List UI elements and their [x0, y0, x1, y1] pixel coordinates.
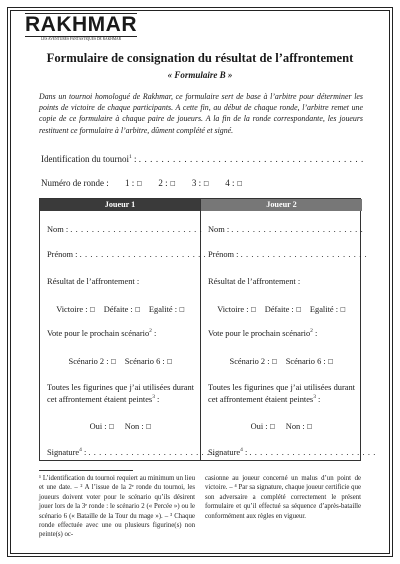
player-1-result-options	[40, 305, 201, 314]
player-2-painted-options	[201, 422, 362, 431]
player-2-header: Joueur 2	[201, 199, 362, 211]
player-1-column	[40, 199, 215, 460]
player-1-painted-statement	[47, 382, 194, 406]
scenario-2-label: Scénario 2 :	[68, 357, 109, 366]
prenom-dots: . . . . . . . . . . . . . . . . . . . . . . . .	[240, 250, 368, 259]
oui-label: Oui :	[89, 422, 107, 431]
form-label: « Formulaire B »	[167, 70, 233, 80]
vote-colon: :	[312, 329, 318, 338]
checkbox-icon: □	[134, 306, 141, 313]
checkbox-icon: □	[89, 306, 96, 313]
round-number-field	[41, 178, 242, 188]
checkbox-icon: □	[166, 358, 173, 365]
player-1-prenom-field[interactable]	[47, 250, 206, 259]
footnote-ref-3: 3	[152, 394, 155, 401]
round-option-4-label: 4 :	[225, 178, 235, 188]
egalite-label: Egalité :	[309, 305, 339, 314]
defaite-label: Défaite :	[264, 305, 294, 314]
defaite-option[interactable]	[104, 305, 141, 314]
player-2-column	[201, 199, 376, 460]
scenario-2-option[interactable]	[230, 357, 278, 366]
scenario-6-option[interactable]	[125, 357, 173, 366]
scenario-6-option[interactable]	[286, 357, 334, 366]
footnote-ref-4: 4	[79, 447, 82, 454]
player-1-vote-label	[47, 329, 156, 338]
player-2-painted-statement	[208, 382, 355, 406]
checkbox-icon: □	[340, 306, 346, 313]
footnotes-right: casionne au joueur concerné un malus d’un point de victoire. – ⁴ Par sa signature, chaque joueur certificie que son adversaire a complété correctement le présent formulaire et qu’il effectué sa séquence d’après-bataille conformément aux règles en vigueur.	[205, 475, 361, 520]
checkbox-icon: □	[108, 423, 115, 430]
victoire-label: Victoire :	[217, 305, 249, 314]
oui-option[interactable]	[90, 422, 115, 431]
player-1-result-label: Résultat de l’affrontement :	[47, 277, 140, 286]
prenom-label: Prénom :	[47, 250, 78, 259]
round-option-3-label: 3 :	[191, 178, 202, 188]
signature-colon: :	[242, 448, 248, 457]
prenom-dots: . . . . . . . . . . . . . . . . . . . . . . . .	[79, 250, 207, 259]
player-1-vote-options	[40, 357, 201, 366]
painted-colon: :	[154, 395, 160, 404]
checkbox-icon: □	[110, 358, 117, 365]
tournament-id-field[interactable]	[41, 154, 364, 164]
checkbox-icon: □	[327, 358, 334, 365]
round-option-3[interactable]	[192, 178, 209, 188]
egalite-option[interactable]	[149, 305, 185, 314]
nom-dots: . . . . . . . . . . . . . . . . . . . . . . . . .	[231, 225, 364, 234]
round-option-1-label: 1 :	[124, 178, 135, 188]
player-2-prenom-field[interactable]	[208, 250, 367, 259]
player-2-nom-field[interactable]	[208, 225, 363, 234]
scenario-6-label: Scénario 6 :	[124, 357, 165, 366]
vote-label-text: Vote pour le prochain scénario	[208, 329, 311, 338]
round-option-2[interactable]	[158, 178, 175, 188]
oui-option[interactable]	[251, 422, 276, 431]
defaite-label: Défaite :	[103, 305, 133, 314]
checkbox-icon: □	[306, 423, 313, 430]
vote-colon: :	[151, 329, 157, 338]
checkbox-icon: □	[269, 423, 276, 430]
round-option-2-label: 2 :	[158, 178, 168, 188]
signature-dots: . . . . . . . . . . . . . . . . . . . . . . . .	[88, 448, 215, 457]
footnote-ref-2: 2	[149, 328, 152, 335]
players-table	[39, 198, 376, 461]
footnote-separator	[39, 470, 133, 471]
footnotes-left: ¹ L’identification du tournoi requiert au minimum un lieu et une date. – ² A l’issue de la 2ᵉ ronde du tournoi, les joueurs doivent voter pour le scénario qu’ils désirent jouer lors de la 3ᵉ ronde : le scénario 2 (« Percée ») ou le scénario 6 (« Bataille de la Tour du mage »). – ³ Chaque ronde effectuée avec une ou plusieurs figurine(s) non peinte(s) oc-	[39, 475, 195, 539]
player-1-header: Joueur 1	[40, 199, 200, 211]
defaite-option[interactable]	[265, 305, 302, 314]
checkbox-icon: □	[271, 358, 278, 365]
checkbox-icon: □	[236, 180, 243, 187]
egalite-label: Egalité :	[148, 305, 178, 314]
scenario-6-label: Scénario 6 :	[285, 357, 326, 366]
checkbox-icon: □	[169, 180, 176, 187]
checkbox-icon: □	[203, 180, 210, 187]
logo-wordmark: RAKHMAR	[25, 13, 137, 36]
logo-subtitle: LES AVENTURES FANTASTIQUES DE RAKHMAR	[40, 37, 122, 41]
checkbox-icon: □	[250, 306, 257, 313]
signature-colon: :	[81, 448, 87, 457]
non-option[interactable]	[125, 422, 152, 431]
round-option-4[interactable]	[225, 178, 242, 188]
footnote-ref-4: 4	[240, 447, 243, 454]
checkbox-icon: □	[136, 180, 143, 187]
checkbox-icon: □	[145, 423, 152, 430]
rakhmar-logo	[25, 13, 137, 42]
tournament-id-label: Identification du tournoi	[41, 154, 129, 164]
vote-label-text: Vote pour le prochain scénario	[47, 329, 150, 338]
scenario-2-option[interactable]	[69, 357, 117, 366]
nom-label: Nom :	[47, 225, 69, 234]
victoire-label: Victoire :	[56, 305, 88, 314]
oui-label: Oui :	[250, 422, 268, 431]
player-1-signature-field[interactable]	[47, 448, 215, 457]
checkbox-icon: □	[295, 306, 302, 313]
prenom-label: Prénom :	[208, 250, 239, 259]
player-2-vote-options	[201, 357, 362, 366]
footnote-ref-2: 2	[310, 328, 313, 335]
player-2-result-options	[201, 305, 362, 314]
round-label: Numéro de ronde :	[41, 178, 109, 188]
player-1-nom-field[interactable]	[47, 225, 202, 234]
painted-text: Toutes les figurines que j’ai utilisées durant cet affrontement étaient peintes	[208, 383, 355, 404]
signature-label: Signature	[208, 448, 241, 457]
painted-text: Toutes les figurines que j’ai utilisées durant cet affrontement étaient peintes	[47, 383, 194, 404]
egalite-option[interactable]	[310, 305, 346, 314]
round-option-1[interactable]	[125, 178, 142, 188]
signature-label: Signature	[47, 448, 80, 457]
player-2-signature-field[interactable]	[208, 448, 376, 457]
player-2-result-label: Résultat de l’affrontement :	[208, 277, 301, 286]
victoire-option[interactable]	[217, 305, 256, 314]
nom-label: Nom :	[208, 225, 230, 234]
scenario-2-label: Scénario 2 :	[229, 357, 270, 366]
signature-dots: . . . . . . . . . . . . . . . . . . . . . . . .	[249, 448, 376, 457]
victoire-option[interactable]	[56, 305, 95, 314]
non-label: Non :	[124, 422, 144, 431]
tournament-id-dots: . . . . . . . . . . . . . . . . . . . . . . . . . . . . . . . . . . . . . . . .	[138, 154, 364, 164]
footnote-ref-1: 1	[128, 154, 132, 160]
checkbox-icon: □	[179, 306, 185, 313]
player-2-vote-label	[208, 329, 317, 338]
nom-dots: . . . . . . . . . . . . . . . . . . . . . . . . .	[70, 225, 203, 234]
intro-paragraph: Dans un tournoi homologué de Rakhmar, ce formulaire sert de base à l’arbitre pour déterminer les points de victoire de chaque participants. A cette fin, au début de chaque ronde, l’arbitre remet une copie de ce formulaire à chaque paire de joueurs. A la fin de la ronde correspondante, les joueurs restituent ce formulaire à l’arbitre, dûment complété et signé.	[39, 92, 363, 135]
non-label: Non :	[285, 422, 305, 431]
non-option[interactable]	[286, 422, 313, 431]
footnote-ref-3: 3	[313, 394, 316, 401]
player-1-painted-options	[40, 422, 201, 431]
tournament-id-colon: :	[131, 154, 137, 164]
page-title: Formulaire de consignation du résultat de l’affrontement	[46, 51, 354, 65]
painted-colon: :	[315, 395, 321, 404]
